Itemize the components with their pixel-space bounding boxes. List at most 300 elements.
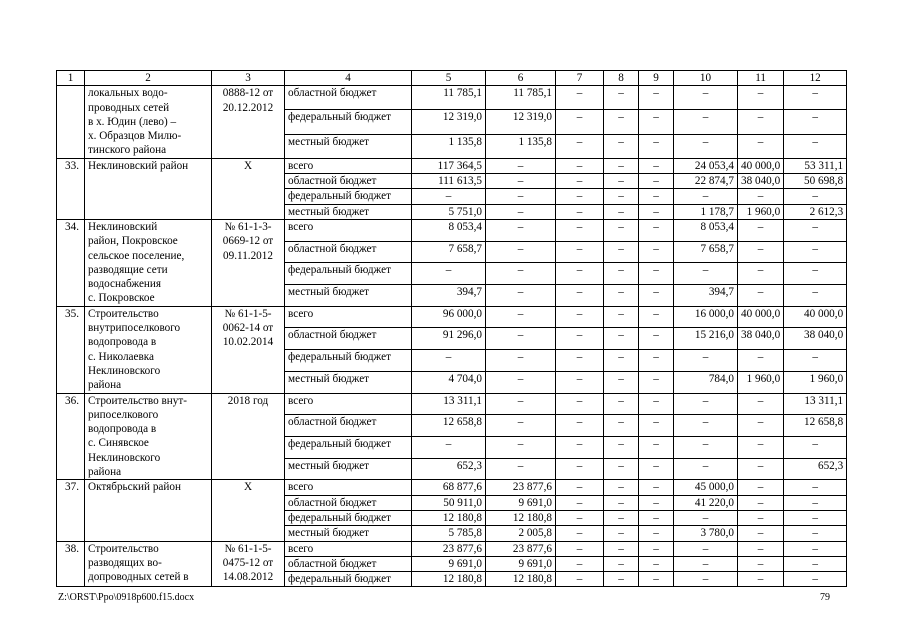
object-name-cell bbox=[85, 306, 212, 393]
amount-cell: 23 877,6 bbox=[412, 541, 486, 556]
amount-cell: 38 040,0 bbox=[784, 328, 847, 350]
amount-cell: – bbox=[738, 415, 784, 437]
amount-cell: 12 180,8 bbox=[486, 510, 556, 525]
amount-cell: 23 877,6 bbox=[486, 480, 556, 495]
amount-cell: – bbox=[639, 541, 674, 556]
amount-cell: – bbox=[412, 263, 486, 285]
amount-cell: – bbox=[556, 86, 604, 110]
amount-cell: – bbox=[639, 174, 674, 189]
amount-cell: – bbox=[784, 480, 847, 495]
amount-cell: – bbox=[639, 306, 674, 328]
amount-cell: – bbox=[486, 350, 556, 372]
row-number: 36. bbox=[57, 393, 85, 480]
amount-cell: – bbox=[604, 458, 639, 480]
amount-cell: 41 220,0 bbox=[674, 495, 738, 510]
amount-cell: – bbox=[738, 458, 784, 480]
amount-cell: – bbox=[604, 134, 639, 158]
amount-cell: – bbox=[639, 495, 674, 510]
table-row bbox=[57, 219, 847, 241]
amount-cell: 1 135,8 bbox=[412, 134, 486, 158]
row-number bbox=[57, 86, 85, 158]
amount-cell: – bbox=[486, 415, 556, 437]
amount-cell: – bbox=[556, 263, 604, 285]
amount-cell: 12 319,0 bbox=[412, 110, 486, 134]
document-line: Х bbox=[243, 159, 253, 172]
amount-cell: 11 785,1 bbox=[486, 86, 556, 110]
funding-source: областной бюджет bbox=[285, 241, 412, 263]
amount-cell: – bbox=[784, 241, 847, 263]
amount-cell: – bbox=[556, 371, 604, 393]
column-header: 2 bbox=[85, 71, 212, 86]
funding-source: областной бюджет bbox=[285, 415, 412, 437]
amount-cell: 40 000,0 bbox=[738, 306, 784, 328]
object-name-line: проводных сетей bbox=[88, 101, 170, 114]
amount-cell: – bbox=[556, 285, 604, 307]
amount-cell: – bbox=[784, 219, 847, 241]
amount-cell: 394,7 bbox=[412, 285, 486, 307]
amount-cell: 9 691,0 bbox=[412, 556, 486, 571]
amount-cell: – bbox=[639, 572, 674, 587]
amount-cell: – bbox=[784, 263, 847, 285]
funding-source: местный бюджет bbox=[285, 134, 412, 158]
amount-cell: 50 911,0 bbox=[412, 495, 486, 510]
object-name-cell bbox=[85, 158, 212, 219]
document-cell bbox=[212, 480, 285, 541]
amount-cell: – bbox=[486, 306, 556, 328]
amount-cell: – bbox=[639, 241, 674, 263]
funding-source: всего bbox=[285, 393, 412, 415]
amount-cell: – bbox=[674, 541, 738, 556]
funding-source: областной бюджет bbox=[285, 495, 412, 510]
amount-cell: – bbox=[639, 436, 674, 458]
amount-cell: 3 780,0 bbox=[674, 526, 738, 541]
object-name-line: тинского района bbox=[88, 144, 167, 157]
amount-cell: 8 053,4 bbox=[412, 219, 486, 241]
amount-cell: – bbox=[784, 526, 847, 541]
amount-cell: – bbox=[674, 110, 738, 134]
amount-cell: 13 311,1 bbox=[784, 393, 847, 415]
object-name-cell bbox=[85, 480, 212, 541]
object-name-cell bbox=[85, 86, 212, 158]
amount-cell: – bbox=[604, 86, 639, 110]
amount-cell: – bbox=[604, 110, 639, 134]
amount-cell: – bbox=[674, 263, 738, 285]
amount-cell: – bbox=[674, 572, 738, 587]
funding-source: федеральный бюджет bbox=[285, 350, 412, 372]
amount-cell: – bbox=[486, 328, 556, 350]
amount-cell: 12 180,8 bbox=[412, 572, 486, 587]
document-line: 0475-12 от bbox=[222, 556, 274, 569]
row-number: 34. bbox=[57, 219, 85, 306]
object-name-line: с. Синявское bbox=[88, 437, 149, 450]
amount-cell: – bbox=[604, 350, 639, 372]
document-line: 0062-14 от bbox=[222, 322, 274, 335]
document-cell bbox=[212, 86, 285, 158]
object-name-line: район, Покровское bbox=[88, 235, 178, 248]
document-cell bbox=[212, 219, 285, 306]
amount-cell: 5 751,0 bbox=[412, 204, 486, 219]
amount-cell: – bbox=[486, 285, 556, 307]
amount-cell: – bbox=[639, 480, 674, 495]
column-header: 5 bbox=[412, 71, 486, 86]
amount-cell: 9 691,0 bbox=[486, 556, 556, 571]
amount-cell: – bbox=[556, 556, 604, 571]
amount-cell: – bbox=[674, 415, 738, 437]
amount-cell: 23 877,6 bbox=[486, 541, 556, 556]
amount-cell: – bbox=[556, 415, 604, 437]
page-number: 79 bbox=[820, 592, 830, 603]
document-path: Z:\ORST\Ppo\0918p600.f15.docx bbox=[58, 592, 195, 603]
amount-cell: – bbox=[738, 86, 784, 110]
column-header: 10 bbox=[674, 71, 738, 86]
amount-cell: 38 040,0 bbox=[738, 174, 784, 189]
amount-cell: – bbox=[639, 134, 674, 158]
funding-source: местный бюджет bbox=[285, 458, 412, 480]
table-row bbox=[57, 393, 847, 415]
object-name-line: Неклиновский bbox=[88, 220, 158, 233]
amount-cell: – bbox=[639, 371, 674, 393]
amount-cell: – bbox=[604, 480, 639, 495]
amount-cell: – bbox=[784, 189, 847, 204]
amount-cell: 7 658,7 bbox=[674, 241, 738, 263]
amount-cell: – bbox=[486, 458, 556, 480]
amount-cell: – bbox=[639, 219, 674, 241]
object-name-line: водоснабжения bbox=[88, 278, 162, 291]
column-header: 7 bbox=[556, 71, 604, 86]
amount-cell: – bbox=[639, 458, 674, 480]
funding-source: федеральный бюджет bbox=[285, 572, 412, 587]
amount-cell: 16 000,0 bbox=[674, 306, 738, 328]
amount-cell: – bbox=[639, 86, 674, 110]
amount-cell: – bbox=[556, 436, 604, 458]
object-name-line: района bbox=[88, 466, 122, 479]
amount-cell: 50 698,8 bbox=[784, 174, 847, 189]
amount-cell: 2 612,3 bbox=[784, 204, 847, 219]
amount-cell: – bbox=[604, 510, 639, 525]
amount-cell: 4 704,0 bbox=[412, 371, 486, 393]
amount-cell: – bbox=[486, 219, 556, 241]
amount-cell: 12 319,0 bbox=[486, 110, 556, 134]
amount-cell: – bbox=[674, 393, 738, 415]
amount-cell: – bbox=[639, 350, 674, 372]
amount-cell: – bbox=[604, 174, 639, 189]
column-header: 8 bbox=[604, 71, 639, 86]
amount-cell: – bbox=[556, 480, 604, 495]
document-line: 2018 год bbox=[227, 394, 269, 407]
amount-cell: – bbox=[674, 458, 738, 480]
amount-cell: 40 000,0 bbox=[784, 306, 847, 328]
object-name-line: водопровода в bbox=[88, 423, 157, 436]
amount-cell: – bbox=[738, 134, 784, 158]
table-row bbox=[57, 480, 847, 495]
amount-cell: – bbox=[738, 263, 784, 285]
amount-cell: – bbox=[784, 541, 847, 556]
amount-cell: 1 960,0 bbox=[784, 371, 847, 393]
amount-cell: – bbox=[604, 556, 639, 571]
amount-cell: – bbox=[738, 219, 784, 241]
object-name-line: Неклиновского bbox=[88, 451, 161, 464]
funding-source: местный бюджет bbox=[285, 204, 412, 219]
amount-cell: – bbox=[639, 189, 674, 204]
funding-source: федеральный бюджет bbox=[285, 110, 412, 134]
funding-source: федеральный бюджет bbox=[285, 436, 412, 458]
amount-cell: 13 311,1 bbox=[412, 393, 486, 415]
document-cell bbox=[212, 158, 285, 219]
amount-cell: 22 874,7 bbox=[674, 174, 738, 189]
amount-cell: – bbox=[674, 134, 738, 158]
funding-source: областной бюджет bbox=[285, 86, 412, 110]
row-number: 38. bbox=[57, 541, 85, 587]
amount-cell: – bbox=[738, 526, 784, 541]
amount-cell: – bbox=[639, 204, 674, 219]
amount-cell: 12 658,8 bbox=[784, 415, 847, 437]
amount-cell: – bbox=[604, 263, 639, 285]
funding-source: областной бюджет bbox=[285, 556, 412, 571]
amount-cell: – bbox=[556, 510, 604, 525]
amount-cell: – bbox=[604, 541, 639, 556]
funding-source: всего bbox=[285, 480, 412, 495]
funding-source: областной бюджет bbox=[285, 328, 412, 350]
amount-cell: – bbox=[556, 134, 604, 158]
amount-cell: – bbox=[556, 572, 604, 587]
amount-cell: 91 296,0 bbox=[412, 328, 486, 350]
document-line: № 61-1-5- bbox=[224, 307, 272, 320]
object-name-cell bbox=[85, 393, 212, 480]
amount-cell: – bbox=[604, 495, 639, 510]
amount-cell: 652,3 bbox=[784, 458, 847, 480]
amount-cell: 2 005,8 bbox=[486, 526, 556, 541]
amount-cell: – bbox=[674, 556, 738, 571]
amount-cell: – bbox=[486, 158, 556, 173]
document-line: 0669-12 от bbox=[222, 235, 274, 248]
amount-cell: 12 658,8 bbox=[412, 415, 486, 437]
table-row bbox=[57, 306, 847, 328]
amount-cell: 38 040,0 bbox=[738, 328, 784, 350]
amount-cell: – bbox=[604, 371, 639, 393]
amount-cell: – bbox=[604, 189, 639, 204]
amount-cell: 15 216,0 bbox=[674, 328, 738, 350]
amount-cell: – bbox=[738, 541, 784, 556]
amount-cell: – bbox=[604, 436, 639, 458]
row-number: 37. bbox=[57, 480, 85, 541]
amount-cell: – bbox=[738, 480, 784, 495]
amount-cell: – bbox=[674, 189, 738, 204]
amount-cell: – bbox=[738, 189, 784, 204]
row-number: 35. bbox=[57, 306, 85, 393]
amount-cell: 11 785,1 bbox=[412, 86, 486, 110]
object-name-cell bbox=[85, 219, 212, 306]
amount-cell: – bbox=[738, 436, 784, 458]
funding-source: местный бюджет bbox=[285, 371, 412, 393]
amount-cell: – bbox=[639, 526, 674, 541]
table-row bbox=[57, 541, 847, 556]
amount-cell: – bbox=[556, 526, 604, 541]
funding-source: областной бюджет bbox=[285, 174, 412, 189]
funding-source: всего bbox=[285, 306, 412, 328]
amount-cell: – bbox=[604, 158, 639, 173]
amount-cell: 394,7 bbox=[674, 285, 738, 307]
amount-cell: – bbox=[486, 189, 556, 204]
column-header: 9 bbox=[639, 71, 674, 86]
amount-cell: 24 053,4 bbox=[674, 158, 738, 173]
amount-cell: – bbox=[604, 572, 639, 587]
document-line: № 61-1-3- bbox=[224, 220, 272, 233]
amount-cell: – bbox=[604, 306, 639, 328]
object-name-cell bbox=[85, 541, 212, 587]
amount-cell: – bbox=[738, 285, 784, 307]
document-line: 20.12.2012 bbox=[222, 101, 274, 114]
amount-cell: – bbox=[556, 306, 604, 328]
object-name-line: разводящих во- bbox=[88, 556, 162, 569]
object-name-line: Строительство внут- bbox=[88, 394, 187, 407]
amount-cell: – bbox=[784, 285, 847, 307]
amount-cell: – bbox=[556, 158, 604, 173]
amount-cell: – bbox=[784, 86, 847, 110]
amount-cell: – bbox=[486, 204, 556, 219]
amount-cell: – bbox=[412, 350, 486, 372]
object-name-line: Строительство bbox=[88, 542, 159, 555]
amount-cell: 784,0 bbox=[674, 371, 738, 393]
amount-cell: – bbox=[738, 510, 784, 525]
column-header: 3 bbox=[212, 71, 285, 86]
amount-cell: – bbox=[738, 572, 784, 587]
amount-cell: – bbox=[738, 495, 784, 510]
document-line: Х bbox=[243, 481, 253, 494]
amount-cell: – bbox=[639, 263, 674, 285]
amount-cell: – bbox=[556, 204, 604, 219]
table-row bbox=[57, 158, 847, 173]
amount-cell: – bbox=[556, 458, 604, 480]
amount-cell: – bbox=[556, 393, 604, 415]
amount-cell: 1 960,0 bbox=[738, 204, 784, 219]
amount-cell: – bbox=[738, 241, 784, 263]
object-name-line: Строительство bbox=[88, 307, 159, 320]
amount-cell: – bbox=[784, 510, 847, 525]
amount-cell: – bbox=[486, 371, 556, 393]
amount-cell: – bbox=[556, 219, 604, 241]
column-header: 12 bbox=[784, 71, 847, 86]
amount-cell: 12 180,8 bbox=[412, 510, 486, 525]
amount-cell: – bbox=[604, 415, 639, 437]
document-line: 09.11.2012 bbox=[223, 249, 273, 262]
amount-cell: – bbox=[784, 134, 847, 158]
amount-cell: – bbox=[639, 510, 674, 525]
amount-cell: – bbox=[639, 110, 674, 134]
amount-cell: 40 000,0 bbox=[738, 158, 784, 173]
object-name-line: Октябрьский район bbox=[88, 481, 181, 494]
amount-cell: – bbox=[674, 350, 738, 372]
amount-cell: – bbox=[784, 495, 847, 510]
amount-cell: – bbox=[412, 189, 486, 204]
table-row bbox=[57, 86, 847, 110]
amount-cell: 1 960,0 bbox=[738, 371, 784, 393]
funding-source: местный бюджет bbox=[285, 285, 412, 307]
budget-table bbox=[56, 70, 847, 587]
amount-cell: – bbox=[784, 110, 847, 134]
object-name-line: в х. Юдин (лево) – bbox=[88, 115, 177, 128]
amount-cell: 652,3 bbox=[412, 458, 486, 480]
amount-cell: – bbox=[556, 189, 604, 204]
funding-source: всего bbox=[285, 541, 412, 556]
funding-source: федеральный бюджет bbox=[285, 189, 412, 204]
object-name-line: сельское поселение, bbox=[88, 249, 185, 262]
object-name-line: допроводных сетей в bbox=[88, 571, 189, 584]
column-header: 4 bbox=[285, 71, 412, 86]
amount-cell: – bbox=[556, 350, 604, 372]
object-name-line: водопровода в bbox=[88, 336, 157, 349]
amount-cell: – bbox=[604, 328, 639, 350]
amount-cell: – bbox=[556, 174, 604, 189]
column-header: 6 bbox=[486, 71, 556, 86]
amount-cell: – bbox=[639, 556, 674, 571]
object-name-line: с. Покровское bbox=[88, 292, 155, 305]
amount-cell: 1 135,8 bbox=[486, 134, 556, 158]
object-name-line: Неклиновского bbox=[88, 364, 161, 377]
amount-cell: 117 364,5 bbox=[412, 158, 486, 173]
amount-cell: – bbox=[604, 204, 639, 219]
amount-cell: – bbox=[556, 495, 604, 510]
amount-cell: 68 877,6 bbox=[412, 480, 486, 495]
document-cell bbox=[212, 541, 285, 587]
funding-source: федеральный бюджет bbox=[285, 510, 412, 525]
amount-cell: – bbox=[486, 263, 556, 285]
object-name-line: рипоселкового bbox=[88, 408, 159, 421]
amount-cell: 45 000,0 bbox=[674, 480, 738, 495]
row-number: 33. bbox=[57, 158, 85, 219]
amount-cell: – bbox=[556, 328, 604, 350]
document-cell bbox=[212, 306, 285, 393]
amount-cell: – bbox=[604, 285, 639, 307]
amount-cell: – bbox=[784, 572, 847, 587]
amount-cell: – bbox=[556, 241, 604, 263]
funding-source: всего bbox=[285, 158, 412, 173]
object-name-line: Неклиновский район bbox=[88, 159, 189, 172]
object-name-line: района bbox=[88, 379, 122, 392]
amount-cell: 5 785,8 bbox=[412, 526, 486, 541]
object-name-line: локальных водо- bbox=[88, 87, 168, 100]
object-name-line: внутрипоселкового bbox=[88, 322, 181, 335]
amount-cell: – bbox=[604, 526, 639, 541]
amount-cell: – bbox=[784, 350, 847, 372]
amount-cell: – bbox=[639, 393, 674, 415]
funding-source: местный бюджет bbox=[285, 526, 412, 541]
amount-cell: – bbox=[784, 436, 847, 458]
amount-cell: 12 180,8 bbox=[486, 572, 556, 587]
amount-cell: – bbox=[738, 393, 784, 415]
amount-cell: – bbox=[639, 328, 674, 350]
amount-cell: – bbox=[738, 556, 784, 571]
amount-cell: – bbox=[674, 436, 738, 458]
document-cell bbox=[212, 393, 285, 480]
amount-cell: 8 053,4 bbox=[674, 219, 738, 241]
amount-cell: – bbox=[639, 415, 674, 437]
amount-cell: – bbox=[639, 285, 674, 307]
amount-cell: 96 000,0 bbox=[412, 306, 486, 328]
column-header: 11 bbox=[738, 71, 784, 86]
amount-cell: – bbox=[604, 219, 639, 241]
amount-cell: 7 658,7 bbox=[412, 241, 486, 263]
amount-cell: – bbox=[486, 436, 556, 458]
amount-cell: – bbox=[784, 556, 847, 571]
document-line: 0888-12 от bbox=[222, 87, 274, 100]
column-header: 1 bbox=[57, 71, 85, 86]
amount-cell: – bbox=[486, 174, 556, 189]
amount-cell: 111 613,5 bbox=[412, 174, 486, 189]
amount-cell: – bbox=[604, 241, 639, 263]
object-name-line: с. Николаевка bbox=[88, 350, 154, 363]
amount-cell: – bbox=[412, 436, 486, 458]
header-row bbox=[57, 71, 847, 86]
